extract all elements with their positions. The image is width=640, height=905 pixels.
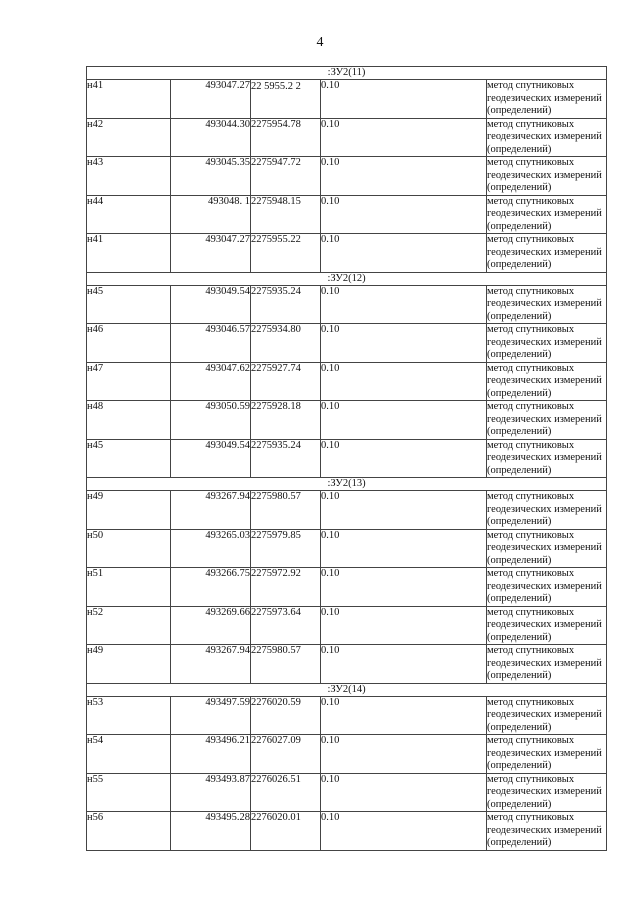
accuracy-cell: 0.10 — [321, 234, 487, 273]
x-coordinate-cell: 493047.62 — [171, 362, 251, 401]
y-coordinate-cell: 2275955.22 — [251, 234, 321, 273]
point-name-cell: н52 — [87, 606, 171, 645]
method-cell: метод спутниковых геодезических измерений (определений) — [487, 234, 607, 273]
method-cell: метод спутниковых геодезических измерений (определений) — [487, 529, 607, 568]
accuracy-cell: 0.10 — [321, 645, 487, 684]
y-coordinate-cell: 2275935.24 — [251, 285, 321, 324]
table-row — [87, 285, 607, 324]
point-name-cell: н56 — [87, 812, 171, 851]
table-row — [87, 234, 607, 273]
method-cell: метод спутниковых геодезических измерений (определений) — [487, 401, 607, 440]
point-name-cell: н51 — [87, 568, 171, 607]
accuracy-cell: 0.10 — [321, 439, 487, 478]
point-name-cell: н45 — [87, 439, 171, 478]
x-coordinate-cell: 493047.27 — [171, 80, 251, 119]
method-cell: метод спутниковых геодезических измерений (определений) — [487, 157, 607, 196]
method-cell: метод спутниковых геодезических измерений (определений) — [487, 773, 607, 812]
y-coordinate-cell: 2275927.74 — [251, 362, 321, 401]
accuracy-cell: 0.10 — [321, 606, 487, 645]
y-coordinate-cell: 2275972.92 — [251, 568, 321, 607]
point-name-cell: н41 — [87, 234, 171, 273]
y-coordinate-cell: 2275947.72 — [251, 157, 321, 196]
y-coordinate-cell: 2275973.64 — [251, 606, 321, 645]
section-label: :ЗУ2(14) — [87, 683, 607, 696]
point-name-cell: н53 — [87, 696, 171, 735]
page-number: 4 — [316, 35, 324, 50]
y-coordinate-cell: 2275928.18 — [251, 401, 321, 440]
point-name-cell: н46 — [87, 324, 171, 363]
x-coordinate-cell: 493049.54 — [171, 439, 251, 478]
accuracy-cell: 0.10 — [321, 735, 487, 774]
section-header-row — [87, 683, 607, 696]
x-coordinate-cell: 493495.28 — [171, 812, 251, 851]
y-coordinate-cell: 2275980.57 — [251, 491, 321, 530]
method-cell: метод спутниковых геодезических измерений (определений) — [487, 439, 607, 478]
point-name-cell: н41 — [87, 80, 171, 119]
point-name-cell: н48 — [87, 401, 171, 440]
y-coordinate-cell: 2275954.78 — [251, 118, 321, 157]
x-coordinate-cell: 493045.35 — [171, 157, 251, 196]
y-coordinate-cell: 2276020.01 — [251, 812, 321, 851]
point-name-cell: н50 — [87, 529, 171, 568]
accuracy-cell: 0.10 — [321, 157, 487, 196]
table-row — [87, 195, 607, 234]
x-coordinate-cell: 493269.66 — [171, 606, 251, 645]
x-coordinate-cell: 493044.30 — [171, 118, 251, 157]
table-row — [87, 439, 607, 478]
table-row — [87, 735, 607, 774]
y-coordinate-cell: 2275979.85 — [251, 529, 321, 568]
x-coordinate-cell: 493049.54 — [171, 285, 251, 324]
coordinates-table-body — [87, 67, 607, 851]
point-name-cell: н49 — [87, 645, 171, 684]
method-cell: метод спутниковых геодезических измерений (определений) — [487, 118, 607, 157]
table-row — [87, 401, 607, 440]
accuracy-cell: 0.10 — [321, 285, 487, 324]
method-cell: метод спутниковых геодезических измерений (определений) — [487, 696, 607, 735]
table-row — [87, 80, 607, 119]
y-coordinate-cell: 22 5955.2 2 — [251, 80, 321, 119]
x-coordinate-cell: 493267.94 — [171, 645, 251, 684]
x-coordinate-cell: 493050.59 — [171, 401, 251, 440]
point-name-cell: н47 — [87, 362, 171, 401]
accuracy-cell: 0.10 — [321, 195, 487, 234]
accuracy-cell: 0.10 — [321, 401, 487, 440]
table-row — [87, 362, 607, 401]
y-coordinate-cell: 2275948.15 — [251, 195, 321, 234]
accuracy-cell: 0.10 — [321, 491, 487, 530]
section-label: :ЗУ2(13) — [87, 478, 607, 491]
point-name-cell: н49 — [87, 491, 171, 530]
accuracy-cell: 0.10 — [321, 529, 487, 568]
point-name-cell: н43 — [87, 157, 171, 196]
method-cell: метод спутниковых геодезических измерений (определений) — [487, 568, 607, 607]
accuracy-cell: 0.10 — [321, 568, 487, 607]
x-coordinate-cell: 493493.87 — [171, 773, 251, 812]
point-name-cell: н44 — [87, 195, 171, 234]
table-row — [87, 157, 607, 196]
table-row — [87, 812, 607, 851]
y-coordinate-cell: 2275980.57 — [251, 645, 321, 684]
table-row — [87, 568, 607, 607]
method-cell: метод спутниковых геодезических измерений (определений) — [487, 80, 607, 119]
method-cell: метод спутниковых геодезических измерений (определений) — [487, 812, 607, 851]
section-header-row — [87, 478, 607, 491]
accuracy-cell: 0.10 — [321, 362, 487, 401]
section-label: :ЗУ2(11) — [87, 67, 607, 80]
accuracy-cell: 0.10 — [321, 812, 487, 851]
point-name-cell: н42 — [87, 118, 171, 157]
point-name-cell: н55 — [87, 773, 171, 812]
accuracy-cell: 0.10 — [321, 773, 487, 812]
section-label: :ЗУ2(12) — [87, 272, 607, 285]
method-cell: метод спутниковых геодезических измерений (определений) — [487, 195, 607, 234]
table-row — [87, 529, 607, 568]
table-row — [87, 491, 607, 530]
y-coordinate-cell: 2275935.24 — [251, 439, 321, 478]
method-cell: метод спутниковых геодезических измерений (определений) — [487, 362, 607, 401]
table-row — [87, 773, 607, 812]
method-cell: метод спутниковых геодезических измерений (определений) — [487, 735, 607, 774]
y-coordinate-cell: 2276020.59 — [251, 696, 321, 735]
x-coordinate-cell: 493048. 1 — [171, 195, 251, 234]
x-coordinate-cell: 493267.94 — [171, 491, 251, 530]
y-coordinate-cell: 2275934.80 — [251, 324, 321, 363]
method-cell: метод спутниковых геодезических измерений (определений) — [487, 606, 607, 645]
table-row — [87, 324, 607, 363]
x-coordinate-cell: 493497.59 — [171, 696, 251, 735]
table-row — [87, 696, 607, 735]
method-cell: метод спутниковых геодезических измерений (определений) — [487, 491, 607, 530]
point-name-cell: н54 — [87, 735, 171, 774]
x-coordinate-cell: 493496.21 — [171, 735, 251, 774]
table-row — [87, 645, 607, 684]
table-row — [87, 118, 607, 157]
section-header-row — [87, 272, 607, 285]
point-name-cell: н45 — [87, 285, 171, 324]
accuracy-cell: 0.10 — [321, 80, 487, 119]
accuracy-cell: 0.10 — [321, 696, 487, 735]
accuracy-cell: 0.10 — [321, 118, 487, 157]
method-cell: метод спутниковых геодезических измерений (определений) — [487, 324, 607, 363]
x-coordinate-cell: 493265.03 — [171, 529, 251, 568]
y-coordinate-cell: 2276027.09 — [251, 735, 321, 774]
method-cell: метод спутниковых геодезических измерений (определений) — [487, 285, 607, 324]
section-header-row — [87, 67, 607, 80]
method-cell: метод спутниковых геодезических измерений (определений) — [487, 645, 607, 684]
accuracy-cell: 0.10 — [321, 324, 487, 363]
x-coordinate-cell: 493046.57 — [171, 324, 251, 363]
y-coordinate-cell: 2276026.51 — [251, 773, 321, 812]
x-coordinate-cell: 493266.75 — [171, 568, 251, 607]
table-row — [87, 606, 607, 645]
x-coordinate-cell: 493047.27 — [171, 234, 251, 273]
coordinates-table — [86, 66, 607, 851]
